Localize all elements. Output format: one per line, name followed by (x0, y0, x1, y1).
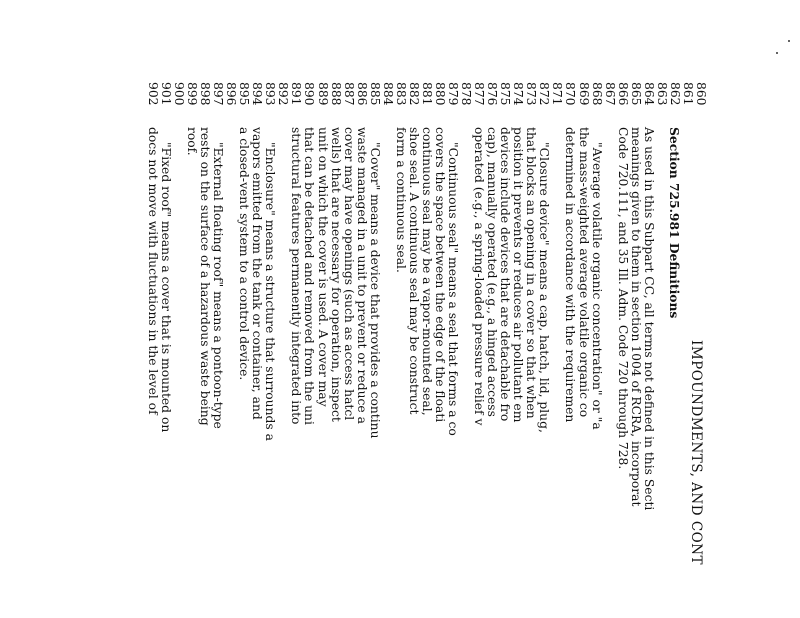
document-line (185, 0, 198, 618)
line-number: 894 (250, 82, 265, 106)
line-text: unit on which the cover is used. A cover may (315, 127, 330, 407)
line-number: 861 (680, 82, 695, 106)
line-number: 887 (341, 82, 356, 106)
line-number: 888 (328, 82, 343, 106)
document-line (329, 0, 342, 618)
document-line (250, 0, 263, 618)
line-number: 867 (602, 82, 617, 106)
line-text: docs not move with fluctuations in the level of (145, 127, 160, 415)
document-line (276, 0, 289, 618)
document-line (564, 0, 577, 618)
line-text: that blocks an opening in a cover so that when (524, 127, 539, 419)
document-line (407, 0, 420, 618)
document-line (355, 0, 368, 618)
document-line (511, 0, 524, 618)
document-line (459, 0, 472, 618)
line-text: cap), manually operated (e.g., a hinged access (485, 127, 500, 417)
line-number: 874 (511, 82, 526, 106)
line-text: meanings given to them in section 1004 of RCRA, incorporat (628, 127, 643, 507)
line-number: 862 (667, 82, 682, 106)
document-line (211, 0, 224, 618)
line-text: covers the space between the edge of the floati (433, 127, 447, 423)
line-number: 884 (380, 82, 395, 106)
document-line (381, 0, 394, 618)
document-line (303, 0, 316, 618)
line-text: structural features permanently integrated into (289, 127, 304, 425)
document-line (498, 0, 511, 618)
line-number: 895 (237, 82, 252, 106)
document-line (172, 0, 185, 618)
line-number: 900 (172, 82, 186, 106)
line-number: 898 (198, 82, 213, 106)
document-line (485, 0, 498, 618)
line-number: 897 (211, 82, 226, 106)
line-text: determined in accordance with the requiremen (563, 127, 578, 423)
line-text: "Average volatile organic concentration" or "a (589, 142, 604, 430)
line-number: 864 (641, 82, 656, 106)
line-text: wells) that are necessary for operation, inspect (328, 127, 343, 422)
line-number: 902 (145, 82, 160, 106)
line-number: 877 (472, 82, 487, 106)
line-number: 875 (498, 82, 513, 106)
document-line (394, 0, 407, 618)
line-number: 901 (158, 82, 173, 106)
line-number: 870 (563, 82, 578, 106)
scan-speck (788, 40, 790, 42)
line-number: 882 (406, 82, 421, 106)
document-line (420, 0, 433, 618)
line-number: 881 (419, 82, 434, 106)
document-line (590, 0, 603, 618)
line-number: 889 (315, 82, 330, 106)
line-text: "Continuous seal" means a seal that forms a co (446, 142, 461, 436)
line-text: the mass-weighted average volatile organic co (576, 127, 591, 418)
line-number: 899 (185, 82, 200, 106)
line-text: cover may have openings (such as access hatcl (341, 127, 356, 421)
line-text: As used in this Subpart CC, all terms not defined in this Secti (641, 127, 656, 511)
scan-speck (776, 52, 778, 54)
line-number: 865 (628, 82, 643, 106)
document-line (655, 0, 668, 618)
document-line (368, 0, 381, 618)
line-text: form a continuous seal. (393, 127, 408, 273)
line-text: vapors emitted from the tank or container, and (250, 127, 265, 420)
document-line (146, 0, 159, 618)
document-line (603, 0, 616, 618)
document-line (237, 0, 250, 618)
line-number: 890 (302, 82, 317, 106)
line-text: rests on the surface of a hazardous waste being (198, 127, 213, 426)
document-line (642, 0, 655, 618)
line-number: 872 (537, 82, 552, 106)
line-text: "Closure device" means a cap, hatch, lid, plug, (537, 142, 552, 433)
line-number: 883 (393, 82, 408, 106)
line-text: waste managed in a unit to prevent or reduce a (354, 127, 369, 424)
line-number: 863 (654, 82, 669, 106)
document-line (550, 0, 563, 618)
document-line (446, 0, 459, 618)
line-number: 869 (576, 82, 591, 106)
document-line (198, 0, 211, 618)
document-line (616, 0, 629, 618)
page-header: IMPOUNDMENTS, AND CONT (688, 340, 704, 566)
line-number: 878 (459, 82, 474, 106)
section-heading: Section 725.981 Definitions (666, 127, 682, 319)
document-line (263, 0, 276, 618)
line-number: 885 (367, 82, 382, 106)
document-line (316, 0, 329, 618)
line-text: "Fixed roof" means a cover that is mounted on (158, 142, 173, 433)
line-text: "Enclosure" means a structure that surrounds a (263, 142, 278, 441)
document-line (433, 0, 446, 618)
line-number: 871 (550, 82, 565, 106)
document-line (289, 0, 302, 618)
line-text: that can be detached and removed from the uni (302, 127, 317, 425)
document-line (681, 0, 694, 618)
line-number: 876 (485, 82, 500, 106)
document-line (472, 0, 485, 618)
line-text: a closed-vent system to a control device. (237, 127, 252, 381)
document-line (629, 0, 642, 618)
document-line (577, 0, 590, 618)
line-text: "External floating roof" means a pontoon-type (211, 142, 226, 429)
line-number: 879 (446, 82, 461, 106)
document-line (224, 0, 237, 618)
line-number: 891 (289, 82, 304, 106)
document-line (159, 0, 172, 618)
line-text: shoe seal. A continuous seal may be construct (406, 127, 421, 415)
line-number: 886 (354, 82, 369, 106)
line-text: continuous seal may be a vapor-mounted seal, (419, 127, 434, 416)
line-number: 873 (524, 82, 539, 106)
line-text: position it prevents or reduces air pollutant em (511, 127, 526, 423)
document-line (694, 0, 707, 618)
line-text: roof. (185, 127, 200, 156)
line-number: 880 (433, 82, 447, 106)
line-text: "Cover" means a device that provides a continu (367, 142, 382, 439)
line-number: 892 (276, 82, 291, 106)
line-text: operated (e.g., a spring-loaded pressure relief v (472, 127, 487, 426)
line-text: devices include devices that are detachable fro (498, 127, 513, 422)
line-number: 896 (224, 82, 239, 106)
document-line (537, 0, 550, 618)
line-number: 893 (263, 82, 278, 106)
document-line (668, 0, 681, 618)
document-line (524, 0, 537, 618)
line-number: 860 (694, 82, 708, 106)
line-number: 868 (589, 82, 604, 106)
document-line (342, 0, 355, 618)
line-number: 866 (615, 82, 630, 106)
line-text: Code 720.111, and 35 Ill. Adm. Code 720 through 728. (615, 127, 630, 470)
